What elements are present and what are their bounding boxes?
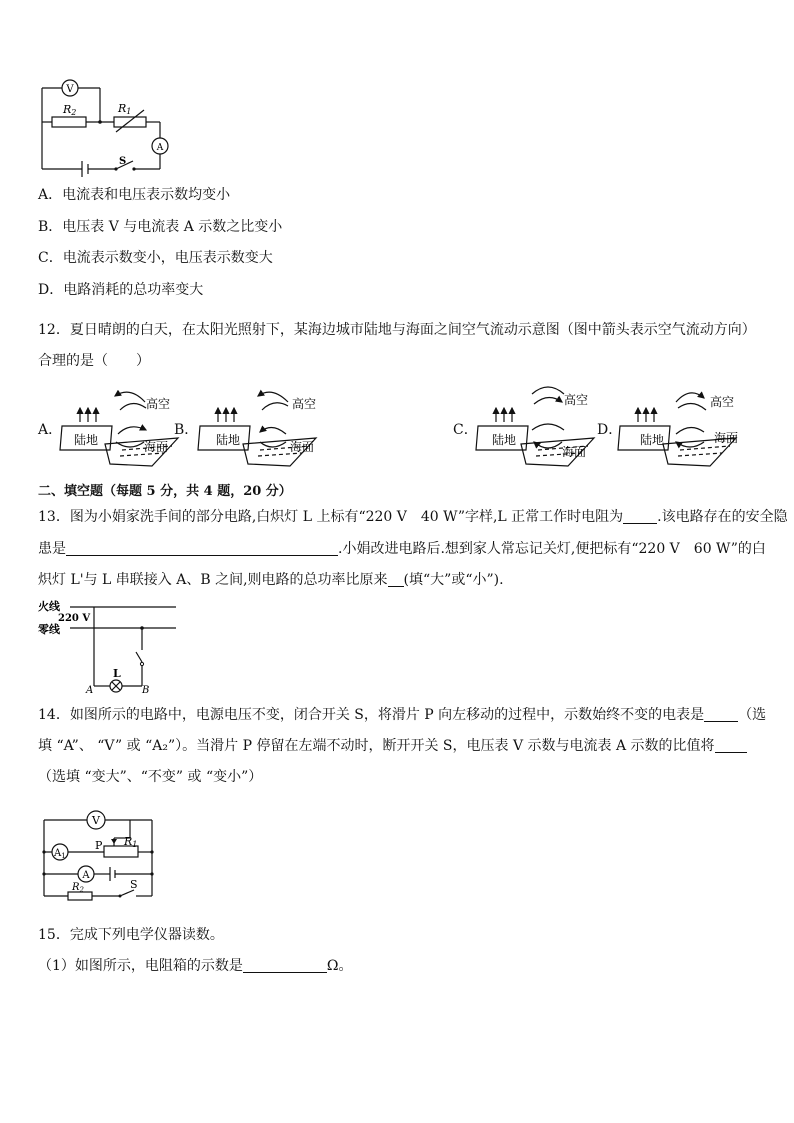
q11-option-a: A．电流表和电压表示数均变小 <box>38 187 231 203</box>
high-label: 高空 <box>146 397 171 411</box>
r2-label: $R_2$ <box>72 882 84 894</box>
land-label: 陆地 <box>216 433 241 447</box>
q12-letter-a: A． <box>38 422 63 438</box>
q12-letter-c: C． <box>453 422 478 438</box>
point-a-label: A <box>86 685 94 696</box>
r1-label: R1 <box>124 835 138 849</box>
q13-circuit-diagram <box>36 600 186 696</box>
q14-blank-1[interactable] <box>704 707 738 722</box>
voltmeter-label: V <box>92 814 100 827</box>
q11-circuit-diagram <box>38 74 178 174</box>
q13-line2: 患是 .小娟改进电路后.想到家人常忘记关灯,便把标有“220 V 60 W”的白 <box>38 541 766 557</box>
q13-blank-2[interactable] <box>66 541 338 556</box>
high-label: 高空 <box>710 395 735 409</box>
q14-line2: 填 “A”、 “V” 或 “A₂”）。当滑片 P 停留在左端不动时，断开开关 S，电压表 V 示数与电流表 A 示数的比值将 <box>38 737 747 755</box>
ammeter-a1-label: $A_1$ <box>54 848 66 860</box>
voltage-label: 220 V <box>58 613 91 624</box>
q14-circuit-diagram <box>42 808 172 903</box>
land-label: 陆地 <box>640 433 665 447</box>
neutral-wire-label: 零线 <box>38 623 60 636</box>
ammeter-a-label: A <box>82 870 90 881</box>
slider-p-label: P <box>95 839 103 852</box>
live-wire-label: 火线 <box>38 600 60 613</box>
q14-blank-2[interactable] <box>715 738 747 753</box>
section-heading: 二、填空题（每题 5 分，共 4 题，20 分） <box>38 484 292 499</box>
q15-line2: （1）如图所示，电阻箱的示数是 Ω。 <box>38 958 353 974</box>
ammeter-label: A <box>156 143 164 153</box>
q15-blank-1[interactable] <box>243 958 327 973</box>
q12-option-c-diagram <box>474 380 599 474</box>
q12-option-a-diagram <box>60 384 185 474</box>
sea-label: 海面 <box>144 440 169 454</box>
r1-label: R1 <box>118 102 132 116</box>
sea-label: 海面 <box>714 431 739 445</box>
q13-blank-1[interactable] <box>623 509 657 524</box>
q15-line1: 15．完成下列电学仪器读数。 <box>38 927 224 943</box>
q11-option-b: B．电压表 V 与电流表 A 示数之比变小 <box>38 219 283 235</box>
q12-letter-b: B． <box>174 422 199 438</box>
switch-label: S <box>130 878 138 891</box>
lamp-label: L <box>113 667 121 680</box>
high-label: 高空 <box>564 393 589 407</box>
q11-option-c: C．电流表示数变小，电压表示数变大 <box>38 250 273 266</box>
q12-option-d-diagram <box>618 384 743 474</box>
q13-line1: 13．图为小娟家洗手间的部分电路,白炽灯 L 上标有“220 V 40 W”字样,L 正常工作时电阻为 .该电路存在的安全隐 <box>38 509 788 525</box>
q11-option-d: D．电路消耗的总功率变大 <box>38 282 204 298</box>
high-label: 高空 <box>292 397 317 411</box>
switch-label: S <box>119 156 127 167</box>
voltmeter-label: V <box>66 84 74 95</box>
q13-blank-3[interactable] <box>388 572 404 587</box>
sea-label: 海面 <box>290 440 315 454</box>
q12-stem-line2: 合理的是（ ） <box>38 353 150 369</box>
q13-line3: 炽灯 L'与 L 串联接入 A、B 之间,则电路的总功率比原来 (填“大”或“小”). <box>38 572 504 588</box>
q12-stem-line1: 12．夏日晴朗的白天，在太阳光照射下，某海边城市陆地与海面之间空气流动示意图（图中箭头表示空气流动方向） <box>38 322 756 338</box>
sea-label: 海面 <box>562 445 587 459</box>
r2-label: R2 <box>63 103 77 117</box>
q14-line3: （选填 “变大”、“不变” 或 “变小”） <box>38 769 263 785</box>
q12-letter-d: D． <box>597 422 623 438</box>
land-label: 陆地 <box>492 433 517 447</box>
q14-line1: 14．如图所示的电路中，电源电压不变，闭合开关 S，将滑片 P 向左移动的过程中，示数始终不变的电表是 （选 <box>38 707 767 723</box>
land-label: 陆地 <box>74 433 99 447</box>
q12-option-b-diagram <box>198 384 323 474</box>
point-b-label: B <box>142 685 150 696</box>
